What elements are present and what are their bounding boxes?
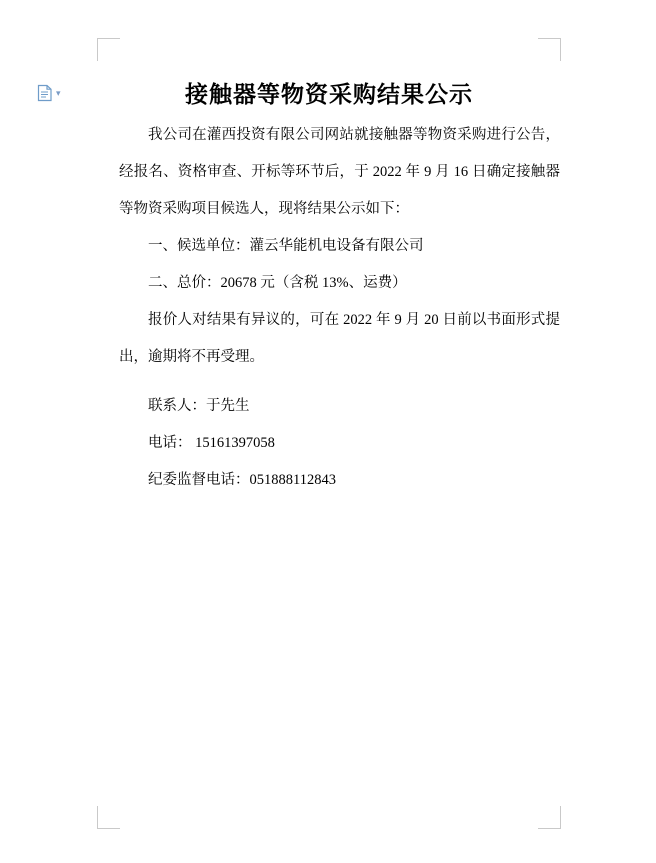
margin-mark-bottom-left (97, 806, 120, 829)
paragraph-objection: 报价人对结果有异议的，可在 2022 年 9 月 20 日前以书面形式提出，逾期将不再受理。 (119, 312, 560, 365)
margin-mark-bottom-right (538, 806, 561, 829)
margin-mark-top-left (97, 38, 120, 61)
chevron-down-icon[interactable]: ▾ (56, 87, 61, 98)
paragraph-intro: 我公司在灌西投资有限公司网站就接触器等物资采购进行公告，经报名、资格审查、开标等环节后，于 2022 年 9 月 16 日确定接触器等物资采购项目候选人，现将结果公示如下： (119, 127, 560, 217)
paragraph-phone: 电话： 15161397058 (148, 435, 275, 451)
paragraph-spacer (119, 376, 560, 388)
paragraph-total-price: 二、总价：20678 元（含税 13%、运费） (148, 275, 407, 291)
margin-mark-top-right (538, 38, 561, 61)
paragraph-supervision-phone: 纪委监督电话：051888112843 (148, 472, 336, 488)
document-body (119, 117, 560, 499)
document-outline-toggle[interactable] (37, 84, 61, 102)
paragraph-contact-person: 联系人：于先生 (148, 398, 250, 414)
paragraph-candidate: 一、候选单位：灌云华能机电设备有限公司 (148, 238, 424, 254)
page-title: 接触器等物资采购结果公示 (185, 82, 473, 107)
document-icon (37, 84, 53, 102)
